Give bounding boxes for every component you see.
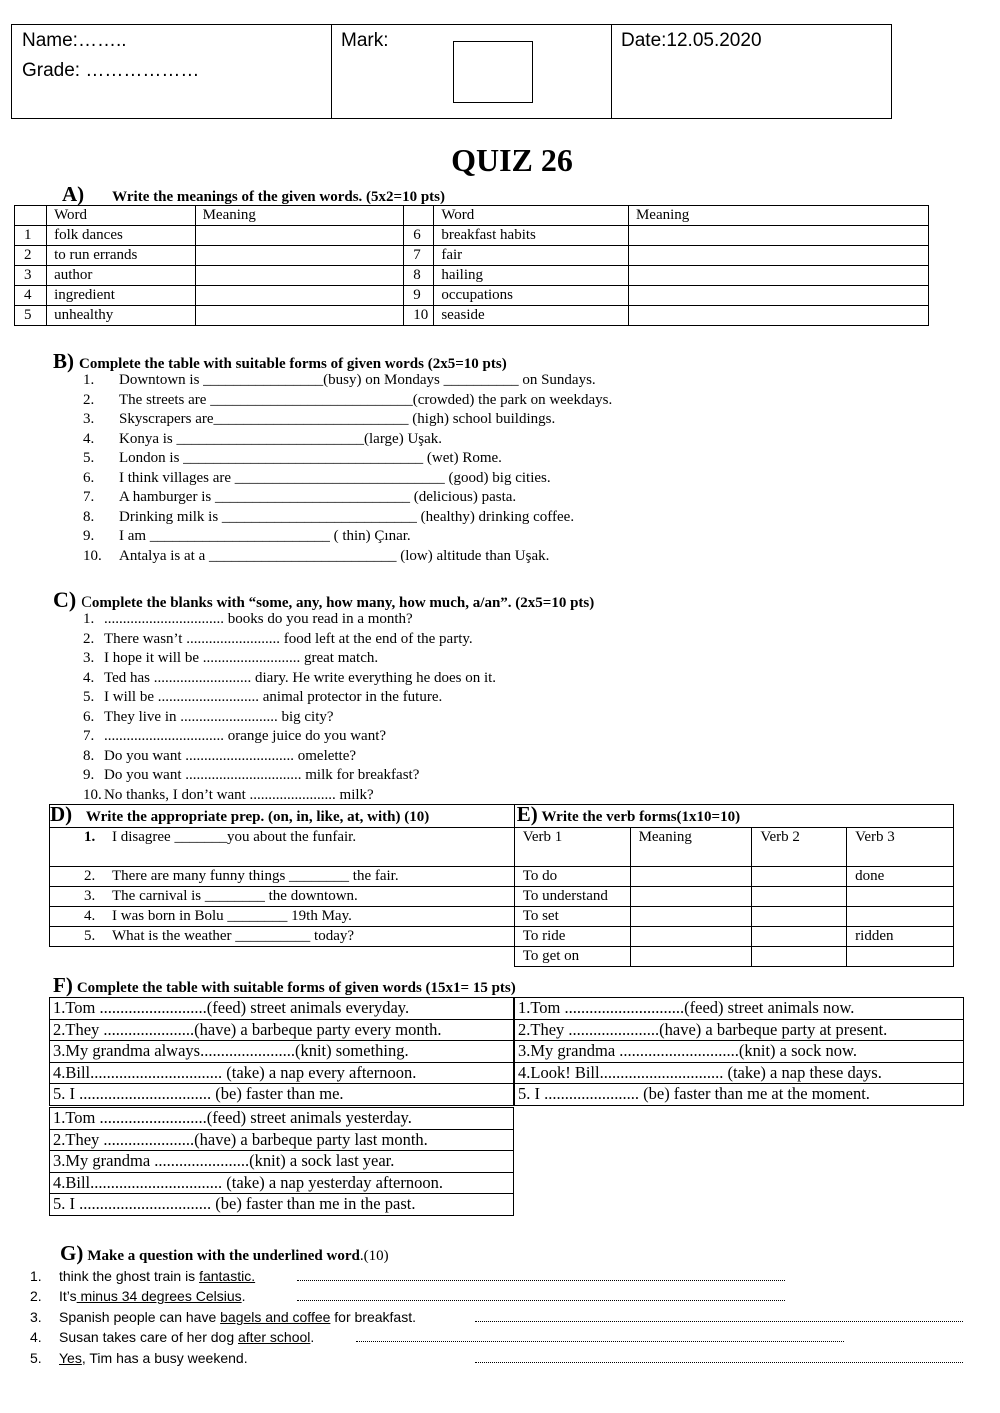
date-label: Date:12.05.2020 — [621, 30, 762, 51]
table-row: 4.Bill................................ (take) a nap yesterday afternoon. — [50, 1172, 514, 1194]
section-g-points: .(10) — [359, 1248, 389, 1264]
list-item: 3. Skyscrapers are__________________________ (high) school buildings. — [83, 411, 556, 427]
meaning-input[interactable] — [195, 306, 404, 326]
meaning-input[interactable] — [628, 306, 928, 326]
list-item: 2. It’s minus 34 degrees Celsius. — [30, 1288, 246, 1304]
section-a-table — [14, 205, 929, 326]
section-g-heading — [60, 1241, 389, 1266]
table-row: 5. I ....................... (be) faster than me at the moment. — [515, 1084, 964, 1106]
section-f-letter: F) — [53, 973, 73, 997]
list-item: 5. What is the weather __________ today? — [50, 927, 515, 947]
meaning-input[interactable] — [628, 266, 928, 286]
table-row: 5 unhealthy 10 seaside — [15, 306, 929, 326]
answer-line[interactable] — [297, 1300, 785, 1301]
col-verb2: Verb 2 — [752, 828, 847, 867]
col-word: Word — [434, 206, 629, 226]
list-item: 1. Downtown is ________________(busy) on Mondays __________ on Sundays. — [83, 372, 596, 388]
list-item: 1. ................................ books do you read in a month? — [83, 611, 413, 627]
section-d-e-table — [49, 804, 954, 967]
section-f-title: Complete the table with suitable forms of given words (15x1= 15 pts) — [76, 980, 516, 996]
answer-cell[interactable] — [847, 947, 954, 967]
table-row: 5. I ................................ (be) faster than me in the past. — [50, 1194, 514, 1216]
table-row: 3.My grandma .............................(knit) a sock now. — [515, 1041, 964, 1063]
list-item: 5. I will be ........................... animal protector in the future. — [83, 689, 443, 705]
list-item: 8. Do you want ............................. omelette? — [83, 747, 357, 764]
list-item: 4. Ted has .......................... diary. He write everything he does on it. — [83, 669, 497, 686]
answer-cell[interactable] — [752, 887, 847, 907]
meaning-input[interactable] — [628, 286, 928, 306]
table-row: 5. I ................................ (be) faster than me. — [50, 1084, 514, 1106]
list-item: 3. Spanish people can have bagels and coffee for breakfast. — [30, 1309, 416, 1325]
list-item: 6. They live in .......................... big city? — [83, 708, 334, 725]
list-item: 4. Susan takes care of her dog after school. — [30, 1329, 315, 1345]
list-item: 3. The carnival is ________ the downtown. — [50, 887, 515, 907]
section-e-letter: E) — [516, 802, 538, 826]
answer-cell[interactable] — [752, 927, 847, 947]
answer-cell[interactable] — [630, 947, 752, 967]
table-row: To get on — [50, 947, 954, 967]
section-f-heading — [53, 973, 516, 998]
section-g-title: Make a question with the underlined word — [87, 1248, 360, 1264]
table-row: 3.My grandma always.......................(knit) something. — [50, 1041, 514, 1063]
mark-box[interactable] — [453, 41, 533, 103]
list-item: 9. I am ________________________ ( thin) Çınar. — [83, 528, 411, 544]
answer-cell[interactable] — [752, 947, 847, 967]
list-item: 2. There wasn’t ......................... food left at the end of the party. — [83, 630, 473, 647]
col-word: Word — [47, 206, 195, 226]
list-item: 10. No thanks, I don’t want ....................... milk? — [83, 786, 374, 803]
table-header-row — [15, 206, 929, 226]
meaning-input[interactable] — [195, 246, 404, 266]
page-title: QUIZ 26 — [451, 142, 573, 178]
section-d-heading — [50, 802, 515, 828]
list-item: 7. A hamburger is __________________________ (delicious) pasta. — [83, 489, 517, 505]
mark-label: Mark: — [341, 30, 389, 51]
table-row: 3.My grandma .......................(knit) a sock last year. — [50, 1151, 514, 1173]
answer-cell[interactable] — [847, 907, 954, 927]
table-row: 5. What is the weather __________ today? To ride ridden — [50, 927, 954, 947]
meaning-input[interactable] — [628, 246, 928, 266]
list-item: 2. There are many funny things ________ the fair. — [50, 867, 515, 887]
answer-cell[interactable] — [847, 887, 954, 907]
mark-cell — [332, 25, 612, 118]
date-cell — [612, 25, 891, 118]
table-row: 3 author 8 hailing — [15, 266, 929, 286]
list-item: 5. London is ________________________________ (wet) Rome. — [83, 450, 502, 466]
section-c-letter: C — [53, 587, 69, 612]
section-a-letter: A) — [62, 182, 85, 206]
section-e-title: Write the verb forms(1x10=10) — [541, 809, 741, 825]
answer-cell[interactable] — [630, 927, 752, 947]
list-item: 10. Antalya is at a _________________________ (low) altitude than Uşak. — [83, 547, 550, 564]
list-item: 5. Yes, Tim has a busy weekend. — [30, 1350, 248, 1366]
meaning-input[interactable] — [195, 266, 404, 286]
table-row: 1.Tom .............................(feed) street animals now. — [515, 998, 964, 1020]
table-row: 4.Bill................................ (take) a nap every afternoon. — [50, 1062, 514, 1084]
table-row: 2 to run errands 7 fair — [15, 246, 929, 266]
list-item: 8. Drinking milk is __________________________ (healthy) drinking coffee. — [83, 508, 575, 525]
present-simple-table — [49, 997, 514, 1106]
present-continuous-table — [514, 997, 964, 1106]
table-row: 4 ingredient 9 occupations — [15, 286, 929, 306]
section-e-heading — [514, 802, 953, 828]
table-header-row — [50, 805, 954, 828]
list-item: 6. I think villages are ____________________________ (good) big cities. — [83, 469, 551, 486]
list-item: 4. Konya is _________________________(large) Uşak. — [83, 430, 443, 447]
table-row: 2. There are many funny things ________ the fair. To do done — [50, 867, 954, 887]
meaning-input[interactable] — [628, 226, 928, 246]
col-meaning: Meaning — [628, 206, 928, 226]
meaning-input[interactable] — [195, 286, 404, 306]
table-row: 4. I was born in Bolu ________ 19th May. To set — [50, 907, 954, 927]
table-row — [50, 828, 954, 867]
table-row: 3. The carnival is ________ the downtown. To understand — [50, 887, 954, 907]
section-d-letter: D) — [50, 802, 73, 826]
section-a-title: Write the meanings of the given words. (5x2=10 pts) — [112, 189, 446, 205]
name-grade-cell — [12, 25, 332, 118]
list-item: 7. ................................ orange juice do you want? — [83, 728, 387, 744]
answer-cell[interactable] — [752, 907, 847, 927]
section-c-heading: C) Complete the blanks with “some, any, how many, how much, a/an”. (2x5=10 pts) — [53, 587, 595, 612]
list-item: 2. The streets are ___________________________(crowded) the park on weekdays. — [83, 391, 613, 408]
answer-cell[interactable] — [752, 867, 847, 887]
col-verb1: Verb 1 — [514, 828, 630, 867]
table-row: 1 folk dances 6 breakfast habits — [15, 226, 929, 246]
table-row: 1.Tom ..........................(feed) street animals everyday. — [50, 998, 514, 1020]
answer-cell[interactable] — [630, 907, 752, 927]
answer-line[interactable] — [475, 1321, 963, 1322]
section-g-letter: G) — [60, 1241, 84, 1265]
col-meaning: Meaning — [195, 206, 404, 226]
name-field[interactable]: Name:…….. — [22, 30, 127, 51]
list-item: 1. think the ghost train is fantastic. — [30, 1268, 256, 1284]
table-row: 2.They ......................(have) a barbeque party every month. — [50, 1019, 514, 1041]
section-b-letter: B) — [53, 349, 74, 373]
list-item: 1. I disagree _______you about the funfair. — [50, 828, 515, 867]
answer-line[interactable] — [297, 1280, 785, 1281]
section-d-title: Write the appropriate prep. (on, in, like, at, with) (10) — [85, 809, 430, 825]
section-b-list — [83, 371, 612, 566]
list-item: 4. I was born in Bolu ________ 19th May. — [50, 907, 515, 927]
col-verb3: Verb 3 — [847, 828, 954, 867]
section-c-title: omplete the blanks with “some, any, how many, how much, a/an”. (2x5=10 pts) — [91, 595, 595, 611]
header-box — [11, 24, 892, 119]
table-row: 1.Tom ..........................(feed) street animals yesterday. — [50, 1108, 514, 1130]
answer-line[interactable] — [356, 1341, 844, 1342]
answer-line[interactable] — [475, 1362, 963, 1363]
col-meaning: Meaning — [630, 828, 752, 867]
section-a-heading — [62, 182, 445, 207]
answer-cell[interactable] — [630, 887, 752, 907]
table-row: 2.They ......................(have) a barbeque party at present. — [515, 1019, 964, 1041]
section-b-title: Complete the table with suitable forms of given words (2x5=10 pts) — [79, 356, 507, 372]
grade-field[interactable]: Grade: ……………… — [22, 60, 200, 81]
table-row: 4.Look! Bill.............................. (take) a nap these days. — [515, 1062, 964, 1084]
section-c-list — [83, 610, 496, 805]
past-simple-table — [49, 1107, 514, 1216]
list-item: 3. I hope it will be .......................... great match. — [83, 650, 379, 666]
list-item: 9. Do you want ............................... milk for breakfast? — [83, 767, 420, 783]
meaning-input[interactable] — [195, 226, 404, 246]
section-c-title-first: C — [81, 594, 92, 611]
table-row: 2.They ......................(have) a barbeque party last month. — [50, 1129, 514, 1151]
answer-cell[interactable] — [630, 867, 752, 887]
